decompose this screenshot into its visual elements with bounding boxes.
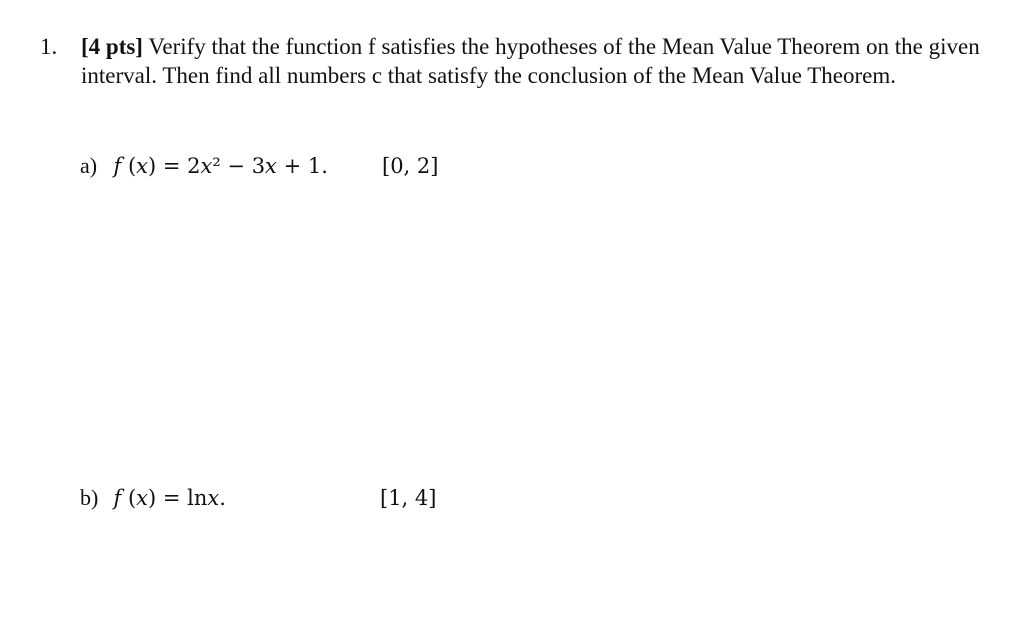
problem-statement <box>81 32 996 90</box>
part-b-interval: [1, 4] <box>380 486 437 510</box>
part-b <box>80 484 226 512</box>
points-label: [4 pts] <box>81 34 143 59</box>
part-a <box>80 152 328 180</box>
part-a-label: a) <box>80 153 98 178</box>
part-a-function: 𝑓 (𝑥) = 2𝑥² − 3𝑥 + 1. <box>113 154 328 178</box>
problem-number: 1. <box>40 34 58 59</box>
part-a-interval: [0, 2] <box>382 154 439 178</box>
part-b-function: 𝑓 (𝑥) = ln𝑥. <box>113 486 226 510</box>
part-b-label: b) <box>80 485 99 510</box>
problem-instructions: Verify that the function f satisfies the hypotheses of the Mean Value Theorem on the given interval. Then find all numbers c that satisfy the conclusion of the Mean Value Theorem. <box>81 34 980 88</box>
